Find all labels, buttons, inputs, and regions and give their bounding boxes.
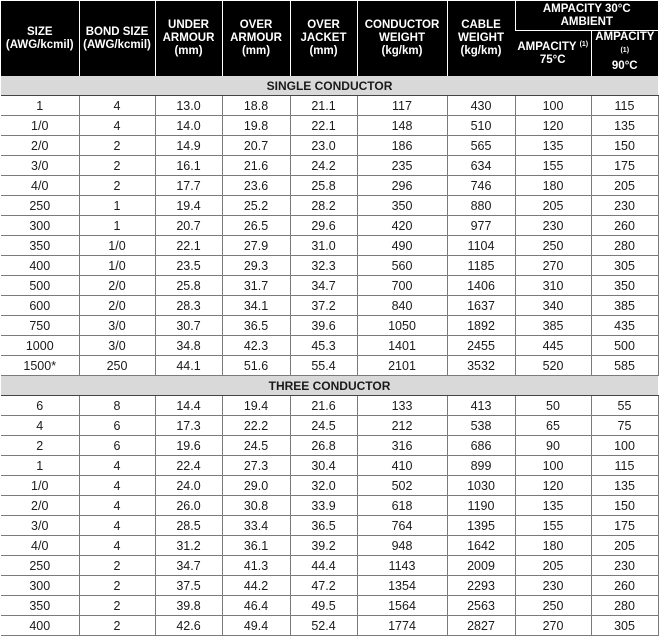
section-title: SINGLE CONDUCTOR bbox=[1, 76, 658, 96]
cell-over-jacket: 55.4 bbox=[290, 356, 357, 376]
cell-ampacity-90: 135 bbox=[591, 116, 658, 136]
cell-over-armour: 42.3 bbox=[222, 336, 290, 356]
cell-over-jacket: 33.9 bbox=[290, 496, 357, 516]
table-row bbox=[1, 436, 658, 456]
cell-under-armour: 16.1 bbox=[155, 156, 222, 176]
table-row bbox=[1, 96, 658, 116]
cell-size: 600 bbox=[1, 296, 79, 316]
table-row bbox=[1, 476, 658, 496]
table-row bbox=[1, 116, 658, 136]
cell-cable-weight: 746 bbox=[447, 176, 515, 196]
cell-over-jacket: 32.0 bbox=[290, 476, 357, 496]
cell-ampacity-75: 385 bbox=[515, 316, 591, 336]
cell-ampacity-90: 230 bbox=[591, 556, 658, 576]
header-bond-size: BOND SIZE (AWG/kcmil) bbox=[79, 1, 155, 76]
cell-size: 1 bbox=[1, 96, 79, 116]
table-row bbox=[1, 176, 658, 196]
cell-ampacity-90: 205 bbox=[591, 536, 658, 556]
header-size: SIZE (AWG/kcmil) bbox=[1, 1, 79, 76]
cell-under-armour: 19.4 bbox=[155, 196, 222, 216]
cell-size: 4/0 bbox=[1, 536, 79, 556]
cell-cable-weight: 634 bbox=[447, 156, 515, 176]
cell-bond-size: 6 bbox=[79, 436, 155, 456]
cell-conductor-weight: 700 bbox=[357, 276, 447, 296]
cell-ampacity-75: 270 bbox=[515, 256, 591, 276]
cell-over-armour: 19.4 bbox=[222, 396, 290, 416]
cell-bond-size: 250 bbox=[79, 356, 155, 376]
cell-over-armour: 36.5 bbox=[222, 316, 290, 336]
cell-ampacity-90: 305 bbox=[591, 616, 658, 636]
cell-ampacity-90: 500 bbox=[591, 336, 658, 356]
cell-conductor-weight: 1050 bbox=[357, 316, 447, 336]
cell-under-armour: 25.8 bbox=[155, 276, 222, 296]
cell-ampacity-75: 250 bbox=[515, 596, 591, 616]
cell-over-armour: 27.3 bbox=[222, 456, 290, 476]
cell-over-armour: 24.5 bbox=[222, 436, 290, 456]
cell-over-armour: 20.7 bbox=[222, 136, 290, 156]
section-title: THREE CONDUCTOR bbox=[1, 376, 658, 396]
cell-conductor-weight: 948 bbox=[357, 536, 447, 556]
cell-conductor-weight: 148 bbox=[357, 116, 447, 136]
cell-bond-size: 2/0 bbox=[79, 276, 155, 296]
cell-over-armour: 49.4 bbox=[222, 616, 290, 636]
section-header-row bbox=[1, 376, 658, 396]
table-row bbox=[1, 596, 658, 616]
footnote-marker: (1) bbox=[620, 47, 630, 54]
header-cable-weight: CABLE WEIGHT (kg/km) bbox=[447, 1, 515, 76]
cell-size: 2 bbox=[1, 436, 79, 456]
cell-cable-weight: 880 bbox=[447, 196, 515, 216]
cell-over-jacket: 21.1 bbox=[290, 96, 357, 116]
cell-conductor-weight: 840 bbox=[357, 296, 447, 316]
cell-ampacity-90: 115 bbox=[591, 456, 658, 476]
cell-bond-size: 4 bbox=[79, 516, 155, 536]
table-row bbox=[1, 136, 658, 156]
cell-conductor-weight: 1564 bbox=[357, 596, 447, 616]
table-row bbox=[1, 216, 658, 236]
cell-size: 1/0 bbox=[1, 476, 79, 496]
cell-conductor-weight: 350 bbox=[357, 196, 447, 216]
table-row bbox=[1, 556, 658, 576]
cell-ampacity-90: 175 bbox=[591, 516, 658, 536]
table-row bbox=[1, 496, 658, 516]
cell-conductor-weight: 420 bbox=[357, 216, 447, 236]
cell-under-armour: 34.7 bbox=[155, 556, 222, 576]
cell-over-jacket: 24.2 bbox=[290, 156, 357, 176]
header-over-armour: OVER ARMOUR (mm) bbox=[222, 1, 290, 76]
cell-ampacity-90: 75 bbox=[591, 416, 658, 436]
cell-ampacity-75: 205 bbox=[515, 556, 591, 576]
cell-over-armour: 25.2 bbox=[222, 196, 290, 216]
cell-ampacity-75: 180 bbox=[515, 536, 591, 556]
cell-over-jacket: 31.0 bbox=[290, 236, 357, 256]
cable-spec-table bbox=[1, 1, 659, 636]
cell-bond-size: 1 bbox=[79, 216, 155, 236]
cell-bond-size: 4 bbox=[79, 96, 155, 116]
cell-ampacity-75: 205 bbox=[515, 196, 591, 216]
cell-bond-size: 1/0 bbox=[79, 256, 155, 276]
cell-over-armour: 51.6 bbox=[222, 356, 290, 376]
cell-under-armour: 37.5 bbox=[155, 576, 222, 596]
cell-under-armour: 28.5 bbox=[155, 516, 222, 536]
cell-over-jacket: 36.5 bbox=[290, 516, 357, 536]
cell-over-armour: 18.8 bbox=[222, 96, 290, 116]
cell-under-armour: 28.3 bbox=[155, 296, 222, 316]
cell-ampacity-90: 100 bbox=[591, 436, 658, 456]
cell-conductor-weight: 296 bbox=[357, 176, 447, 196]
section-header-row bbox=[1, 76, 658, 96]
cell-over-jacket: 25.8 bbox=[290, 176, 357, 196]
cell-ampacity-90: 175 bbox=[591, 156, 658, 176]
cell-conductor-weight: 764 bbox=[357, 516, 447, 536]
header-conductor-weight: CONDUCTOR WEIGHT (kg/km) bbox=[357, 1, 447, 76]
cell-ampacity-75: 270 bbox=[515, 616, 591, 636]
cell-conductor-weight: 560 bbox=[357, 256, 447, 276]
table-row bbox=[1, 616, 658, 636]
cell-over-armour: 29.0 bbox=[222, 476, 290, 496]
cell-cable-weight: 2293 bbox=[447, 576, 515, 596]
table-body bbox=[1, 76, 658, 636]
table-row bbox=[1, 536, 658, 556]
cell-conductor-weight: 1354 bbox=[357, 576, 447, 596]
cell-over-armour: 19.8 bbox=[222, 116, 290, 136]
cell-ampacity-75: 135 bbox=[515, 136, 591, 156]
cell-conductor-weight: 618 bbox=[357, 496, 447, 516]
cell-ampacity-75: 230 bbox=[515, 216, 591, 236]
cell-ampacity-90: 350 bbox=[591, 276, 658, 296]
cell-size: 4 bbox=[1, 416, 79, 436]
cell-over-jacket: 39.6 bbox=[290, 316, 357, 336]
cell-over-jacket: 24.5 bbox=[290, 416, 357, 436]
cell-over-armour: 44.2 bbox=[222, 576, 290, 596]
cell-ampacity-90: 435 bbox=[591, 316, 658, 336]
cell-size: 6 bbox=[1, 396, 79, 416]
cell-size: 350 bbox=[1, 596, 79, 616]
cell-over-jacket: 28.2 bbox=[290, 196, 357, 216]
cell-size: 400 bbox=[1, 256, 79, 276]
table-row bbox=[1, 356, 658, 376]
cell-over-armour: 23.6 bbox=[222, 176, 290, 196]
cell-size: 4/0 bbox=[1, 176, 79, 196]
cell-over-armour: 36.1 bbox=[222, 536, 290, 556]
cell-bond-size: 2 bbox=[79, 616, 155, 636]
table-header bbox=[1, 1, 658, 76]
header-under-armour: UNDER ARMOUR (mm) bbox=[155, 1, 222, 76]
cell-ampacity-90: 385 bbox=[591, 296, 658, 316]
cell-cable-weight: 1104 bbox=[447, 236, 515, 256]
table-row bbox=[1, 576, 658, 596]
cell-conductor-weight: 133 bbox=[357, 396, 447, 416]
cell-cable-weight: 430 bbox=[447, 96, 515, 116]
cell-cable-weight: 413 bbox=[447, 396, 515, 416]
cell-over-armour: 34.1 bbox=[222, 296, 290, 316]
cell-under-armour: 23.5 bbox=[155, 256, 222, 276]
cell-cable-weight: 510 bbox=[447, 116, 515, 136]
cell-cable-weight: 2563 bbox=[447, 596, 515, 616]
cell-size: 2/0 bbox=[1, 136, 79, 156]
cell-conductor-weight: 2101 bbox=[357, 356, 447, 376]
cell-size: 1500* bbox=[1, 356, 79, 376]
cell-over-jacket: 45.3 bbox=[290, 336, 357, 356]
cell-under-armour: 19.6 bbox=[155, 436, 222, 456]
cell-ampacity-90: 150 bbox=[591, 496, 658, 516]
cell-under-armour: 30.7 bbox=[155, 316, 222, 336]
cell-under-armour: 14.0 bbox=[155, 116, 222, 136]
cell-bond-size: 4 bbox=[79, 536, 155, 556]
cell-size: 2/0 bbox=[1, 496, 79, 516]
header-over-jacket: OVER JACKET (mm) bbox=[290, 1, 357, 76]
cell-ampacity-75: 340 bbox=[515, 296, 591, 316]
table-row bbox=[1, 456, 658, 476]
cell-cable-weight: 538 bbox=[447, 416, 515, 436]
cell-ampacity-90: 135 bbox=[591, 476, 658, 496]
cell-conductor-weight: 235 bbox=[357, 156, 447, 176]
cell-over-armour: 21.6 bbox=[222, 156, 290, 176]
cell-under-armour: 14.9 bbox=[155, 136, 222, 156]
table-row bbox=[1, 336, 658, 356]
cell-cable-weight: 2455 bbox=[447, 336, 515, 356]
table-row bbox=[1, 236, 658, 256]
table-row bbox=[1, 416, 658, 436]
cell-conductor-weight: 1143 bbox=[357, 556, 447, 576]
cell-size: 750 bbox=[1, 316, 79, 336]
cell-conductor-weight: 1401 bbox=[357, 336, 447, 356]
cell-size: 3/0 bbox=[1, 516, 79, 536]
cell-over-jacket: 39.2 bbox=[290, 536, 357, 556]
cell-conductor-weight: 117 bbox=[357, 96, 447, 116]
cell-cable-weight: 1395 bbox=[447, 516, 515, 536]
cell-bond-size: 4 bbox=[79, 456, 155, 476]
cell-under-armour: 17.7 bbox=[155, 176, 222, 196]
cell-ampacity-90: 55 bbox=[591, 396, 658, 416]
cell-ampacity-90: 260 bbox=[591, 216, 658, 236]
cell-under-armour: 13.0 bbox=[155, 96, 222, 116]
cell-bond-size: 3/0 bbox=[79, 336, 155, 356]
cell-cable-weight: 2009 bbox=[447, 556, 515, 576]
cell-over-jacket: 34.7 bbox=[290, 276, 357, 296]
cell-conductor-weight: 490 bbox=[357, 236, 447, 256]
cell-conductor-weight: 186 bbox=[357, 136, 447, 156]
table-row bbox=[1, 156, 658, 176]
cell-ampacity-75: 120 bbox=[515, 476, 591, 496]
cell-cable-weight: 977 bbox=[447, 216, 515, 236]
cell-bond-size: 1/0 bbox=[79, 236, 155, 256]
table-row bbox=[1, 276, 658, 296]
cell-over-jacket: 23.0 bbox=[290, 136, 357, 156]
cell-under-armour: 22.1 bbox=[155, 236, 222, 256]
cell-cable-weight: 1030 bbox=[447, 476, 515, 496]
cell-ampacity-75: 90 bbox=[515, 436, 591, 456]
table-row bbox=[1, 196, 658, 216]
cell-ampacity-75: 155 bbox=[515, 516, 591, 536]
cell-ampacity-75: 65 bbox=[515, 416, 591, 436]
cell-size: 350 bbox=[1, 236, 79, 256]
cell-bond-size: 2 bbox=[79, 556, 155, 576]
cell-cable-weight: 1637 bbox=[447, 296, 515, 316]
cell-ampacity-75: 250 bbox=[515, 236, 591, 256]
cell-bond-size: 6 bbox=[79, 416, 155, 436]
cell-bond-size: 2 bbox=[79, 136, 155, 156]
cell-size: 500 bbox=[1, 276, 79, 296]
cell-under-armour: 24.0 bbox=[155, 476, 222, 496]
cell-ampacity-90: 280 bbox=[591, 236, 658, 256]
cell-ampacity-75: 445 bbox=[515, 336, 591, 356]
cell-over-armour: 41.3 bbox=[222, 556, 290, 576]
table-row bbox=[1, 296, 658, 316]
cell-size: 250 bbox=[1, 556, 79, 576]
cell-over-jacket: 32.3 bbox=[290, 256, 357, 276]
cell-cable-weight: 2827 bbox=[447, 616, 515, 636]
cell-over-jacket: 52.4 bbox=[290, 616, 357, 636]
cell-over-jacket: 49.5 bbox=[290, 596, 357, 616]
cell-ampacity-90: 205 bbox=[591, 176, 658, 196]
cell-under-armour: 26.0 bbox=[155, 496, 222, 516]
cell-over-armour: 22.2 bbox=[222, 416, 290, 436]
cell-cable-weight: 1190 bbox=[447, 496, 515, 516]
header-ampacity-90: AMPACITY $^{(1)}$ 90°C bbox=[591, 31, 658, 77]
cell-conductor-weight: 212 bbox=[357, 416, 447, 436]
cell-ampacity-75: 100 bbox=[515, 96, 591, 116]
cell-cable-weight: 686 bbox=[447, 436, 515, 456]
cell-bond-size: 2 bbox=[79, 156, 155, 176]
cell-over-armour: 46.4 bbox=[222, 596, 290, 616]
cell-over-jacket: 37.2 bbox=[290, 296, 357, 316]
cell-cable-weight: 565 bbox=[447, 136, 515, 156]
cell-bond-size: 4 bbox=[79, 116, 155, 136]
cell-bond-size: 4 bbox=[79, 496, 155, 516]
cell-over-armour: 31.7 bbox=[222, 276, 290, 296]
cell-bond-size: 1 bbox=[79, 196, 155, 216]
cell-cable-weight: 1185 bbox=[447, 256, 515, 276]
cell-size: 250 bbox=[1, 196, 79, 216]
cell-over-jacket: 44.4 bbox=[290, 556, 357, 576]
cell-ampacity-90: 230 bbox=[591, 196, 658, 216]
header-ampacity-75: AMPACITY $^{(1)}$ 75°C bbox=[515, 31, 591, 77]
cell-under-armour: 42.6 bbox=[155, 616, 222, 636]
cell-size: 1000 bbox=[1, 336, 79, 356]
cell-over-jacket: 21.6 bbox=[290, 396, 357, 416]
cell-under-armour: 20.7 bbox=[155, 216, 222, 236]
cell-ampacity-75: 310 bbox=[515, 276, 591, 296]
cell-under-armour: 14.4 bbox=[155, 396, 222, 416]
cell-over-armour: 33.4 bbox=[222, 516, 290, 536]
cell-under-armour: 39.8 bbox=[155, 596, 222, 616]
cell-bond-size: 4 bbox=[79, 476, 155, 496]
cell-bond-size: 2 bbox=[79, 596, 155, 616]
cell-ampacity-90: 585 bbox=[591, 356, 658, 376]
cell-bond-size: 3/0 bbox=[79, 316, 155, 336]
table-row bbox=[1, 396, 658, 416]
cell-under-armour: 34.8 bbox=[155, 336, 222, 356]
cell-bond-size: 8 bbox=[79, 396, 155, 416]
cell-size: 3/0 bbox=[1, 156, 79, 176]
cell-size: 300 bbox=[1, 576, 79, 596]
cell-conductor-weight: 1774 bbox=[357, 616, 447, 636]
cell-cable-weight: 3532 bbox=[447, 356, 515, 376]
cell-over-armour: 26.5 bbox=[222, 216, 290, 236]
cell-conductor-weight: 410 bbox=[357, 456, 447, 476]
cell-over-jacket: 30.4 bbox=[290, 456, 357, 476]
cell-bond-size: 2 bbox=[79, 576, 155, 596]
table-row bbox=[1, 256, 658, 276]
cell-ampacity-75: 50 bbox=[515, 396, 591, 416]
cell-cable-weight: 1892 bbox=[447, 316, 515, 336]
cell-over-jacket: 26.8 bbox=[290, 436, 357, 456]
cell-size: 400 bbox=[1, 616, 79, 636]
table-row bbox=[1, 316, 658, 336]
cell-bond-size: 2/0 bbox=[79, 296, 155, 316]
cell-ampacity-90: 280 bbox=[591, 596, 658, 616]
cell-over-jacket: 47.2 bbox=[290, 576, 357, 596]
cell-bond-size: 2 bbox=[79, 176, 155, 196]
cell-ampacity-75: 120 bbox=[515, 116, 591, 136]
cell-over-armour: 27.9 bbox=[222, 236, 290, 256]
cell-size: 1 bbox=[1, 456, 79, 476]
cell-ampacity-90: 305 bbox=[591, 256, 658, 276]
cell-ampacity-90: 115 bbox=[591, 96, 658, 116]
cell-size: 300 bbox=[1, 216, 79, 236]
cell-under-armour: 44.1 bbox=[155, 356, 222, 376]
cell-ampacity-75: 100 bbox=[515, 456, 591, 476]
cell-over-jacket: 22.1 bbox=[290, 116, 357, 136]
cell-over-jacket: 29.6 bbox=[290, 216, 357, 236]
cell-under-armour: 22.4 bbox=[155, 456, 222, 476]
cell-ampacity-75: 135 bbox=[515, 496, 591, 516]
cell-cable-weight: 899 bbox=[447, 456, 515, 476]
cell-ampacity-90: 260 bbox=[591, 576, 658, 596]
cell-over-armour: 29.3 bbox=[222, 256, 290, 276]
cell-ampacity-75: 520 bbox=[515, 356, 591, 376]
footnote-marker: (1) bbox=[579, 40, 589, 48]
cell-ampacity-90: 150 bbox=[591, 136, 658, 156]
cell-ampacity-75: 155 bbox=[515, 156, 591, 176]
cell-ampacity-75: 180 bbox=[515, 176, 591, 196]
cell-cable-weight: 1642 bbox=[447, 536, 515, 556]
cell-over-armour: 30.8 bbox=[222, 496, 290, 516]
cell-ampacity-75: 230 bbox=[515, 576, 591, 596]
cell-under-armour: 17.3 bbox=[155, 416, 222, 436]
cell-conductor-weight: 316 bbox=[357, 436, 447, 456]
cell-cable-weight: 1406 bbox=[447, 276, 515, 296]
cell-size: 1/0 bbox=[1, 116, 79, 136]
header-ampacity-group: AMPACITY 30°C AMBIENT bbox=[515, 1, 658, 31]
table-row bbox=[1, 516, 658, 536]
cell-conductor-weight: 502 bbox=[357, 476, 447, 496]
cell-under-armour: 31.2 bbox=[155, 536, 222, 556]
